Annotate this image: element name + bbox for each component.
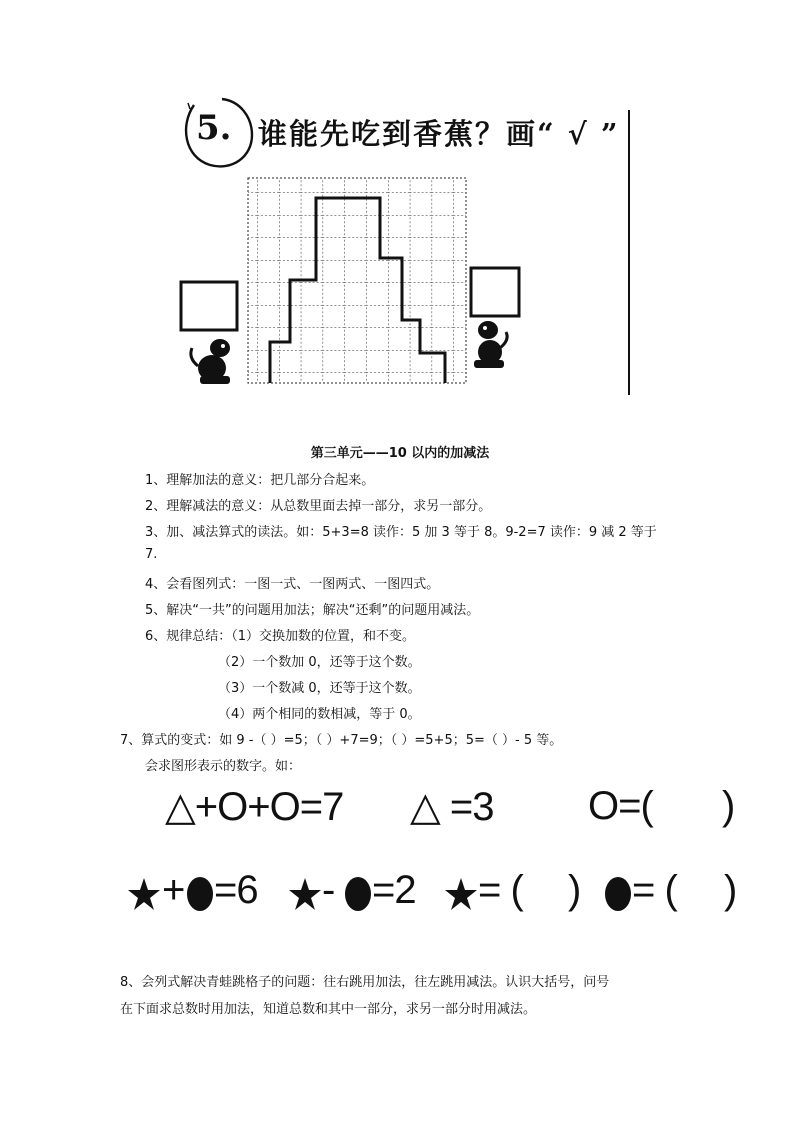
- shape-equation-6-close: ): [568, 868, 581, 912]
- star-icon: [444, 877, 478, 911]
- list-item: 4、会看图列式：一图一式、一图两式、一图四式。: [145, 577, 440, 592]
- list-item: 3、加、减法算式的读法。如：5+3=8 读作：5 加 3 等于 8。9-2=7 读作：9 减 2 等于: [145, 525, 657, 540]
- monkey-right-icon: [474, 321, 507, 368]
- shape-equation-4-result: =6: [214, 868, 258, 912]
- shape-equation-7-close: ): [724, 868, 737, 912]
- filled-circle-icon: [344, 876, 372, 912]
- question-number: 5.: [196, 108, 232, 148]
- shape-equation-5-op: -: [322, 868, 335, 912]
- shape-equation-4-op: +: [162, 868, 185, 912]
- list-item: 会求图形表示的数字。如：: [145, 759, 302, 774]
- star-icon: [288, 877, 322, 911]
- list-item: 6、规律总结：（1）交换加数的位置，和不变。: [145, 629, 416, 644]
- shape-equation-2: △ =3: [410, 785, 494, 829]
- shape-equation-3-close: ): [722, 784, 735, 828]
- monkey-left-icon: [191, 339, 230, 384]
- shape-equation-5-result: =2: [372, 868, 416, 912]
- vertical-divider: [628, 110, 630, 395]
- shape-equation-1: △+O+O=7: [165, 785, 344, 829]
- shape-equation-3: O=(: [588, 784, 653, 828]
- shape-equation-7: = (: [632, 868, 677, 912]
- list-item: 5、解决“一共”的问题用加法；解决“还剩”的问题用减法。: [145, 603, 480, 618]
- list-item: （3）一个数减 0，还等于这个数。: [218, 681, 421, 696]
- list-item: 1、理解加法的意义：把几部分合起来。: [145, 473, 375, 488]
- list-item: 2、理解减法的意义：从总数里面去掉一部分，求另一部分。: [145, 499, 492, 514]
- star-icon: [127, 877, 161, 911]
- list-item: （4）两个相同的数相减，等于 0。: [218, 707, 421, 722]
- list-item: （2）一个数加 0，还等于这个数。: [218, 655, 421, 670]
- list-item: 8、会列式解决青蛙跳格子的问题：往右跳用加法，往左跳用减法。认识大括号，问号: [120, 975, 610, 990]
- banana-grid-maze: [170, 170, 540, 400]
- question-title: 谁能先吃到香蕉？画“ √ ”: [258, 117, 620, 151]
- section-title: 第三单元——10 以内的加减法: [310, 446, 490, 461]
- list-item: 7.: [145, 547, 158, 562]
- shape-equation-6: = (: [478, 868, 523, 912]
- filled-circle-icon: [186, 876, 214, 912]
- list-item: 在下面求总数时用加法，知道总数和其中一部分，求另一部分时用减法。: [120, 1002, 537, 1017]
- list-item: 7、算式的变式：如 9 -（ ）=5；（ ）+7=9；（ ）=5+5；5=（ ）- 5 等。: [120, 733, 563, 748]
- filled-circle-icon: [604, 876, 632, 912]
